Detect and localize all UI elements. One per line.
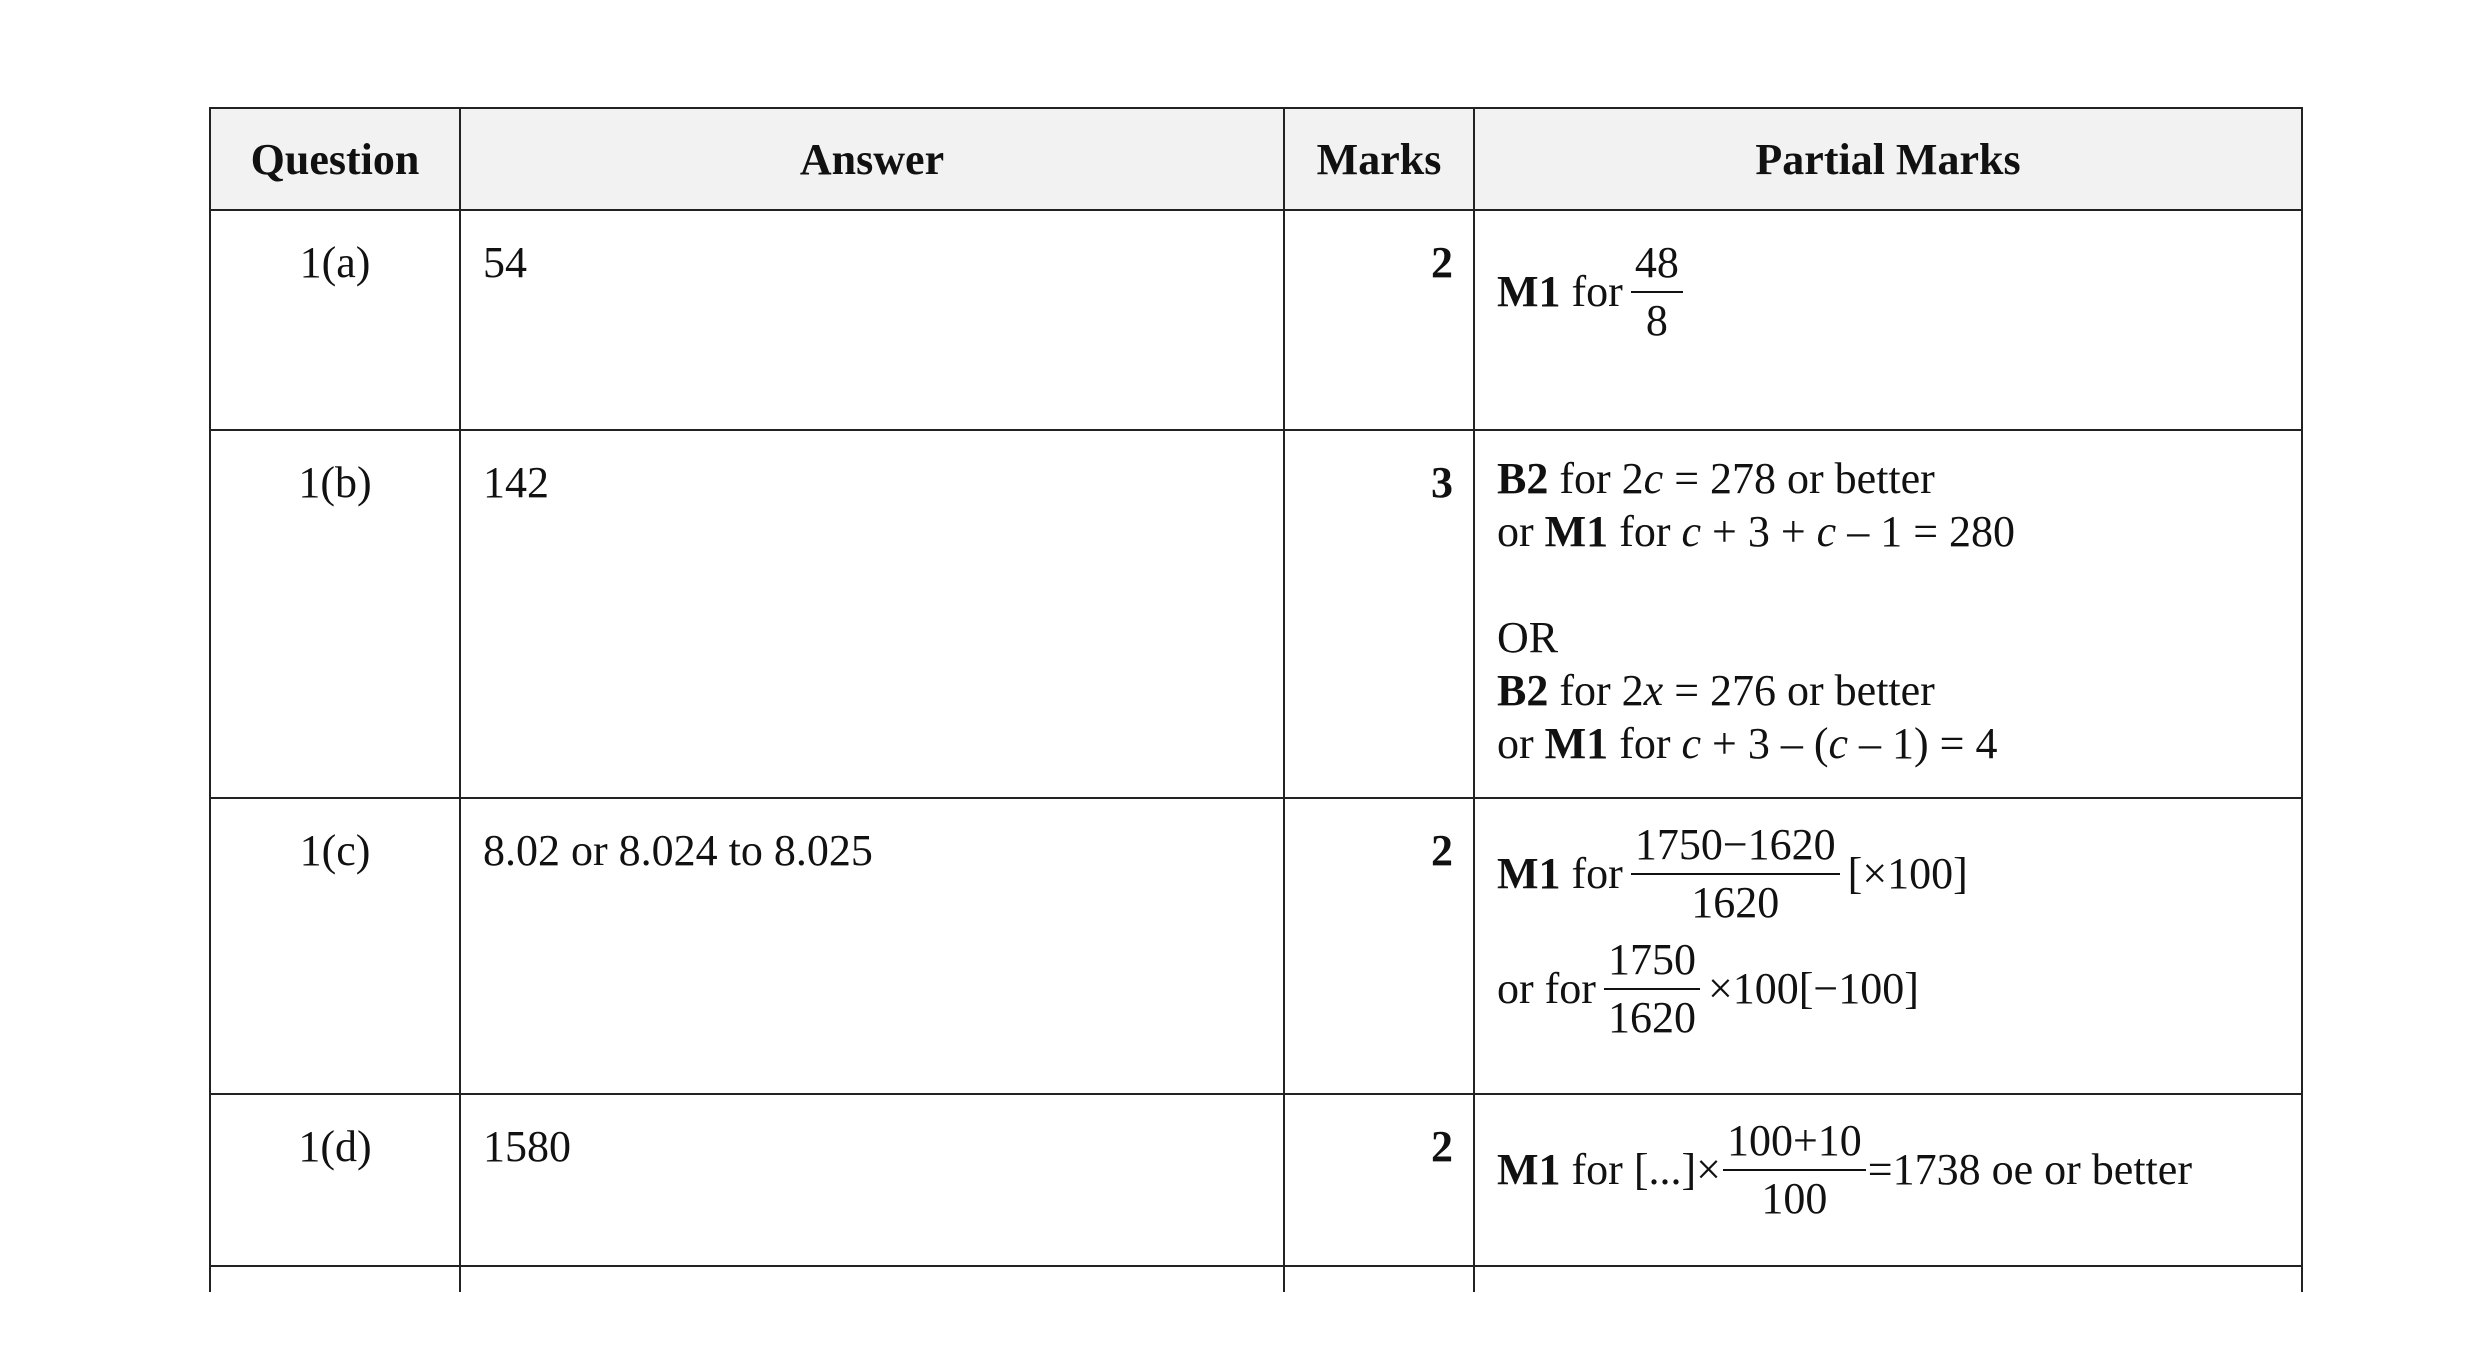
mark-code: M1 (1544, 719, 1609, 768)
text: – 1) = 4 (1848, 719, 1998, 768)
partial-marks-cell (1474, 1266, 2302, 1292)
text: for (1608, 507, 1682, 556)
partial-line (1497, 506, 2279, 559)
question-cell: 1(c) (210, 798, 460, 1094)
marks-cell: 2 (1284, 798, 1474, 1094)
variable: c (1828, 719, 1849, 768)
mark-code: B2 (1497, 666, 1549, 715)
text: [...]× (1633, 1144, 1721, 1194)
partial-line (1497, 1117, 2279, 1224)
marks-cell: 2 (1284, 1094, 1474, 1266)
answer-cell: 1580 (460, 1094, 1284, 1266)
variable: c (1643, 454, 1664, 503)
variable: c (1816, 507, 1837, 556)
table-row (210, 798, 2302, 1094)
marks-cell: 3 (1284, 430, 1474, 798)
text: – 1 = 280 (1836, 507, 2016, 556)
text: for 2 (1559, 666, 1644, 715)
text: for 2 (1559, 454, 1644, 503)
mark-code: B2 (1497, 454, 1549, 503)
or-separator: OR (1497, 613, 1559, 662)
for-text: for (1571, 1144, 1623, 1194)
header-answer: Answer (460, 108, 1284, 210)
text: =1738 (1867, 1144, 1981, 1194)
table-row (210, 1094, 2302, 1266)
mark-code: M1 (1544, 507, 1609, 556)
text: + 3 – ( (1701, 719, 1829, 768)
fraction-numerator: 1750 (1604, 936, 1700, 990)
mark-code: M1 (1497, 848, 1561, 898)
marks-cell: 2 (1284, 210, 1474, 430)
partial-line (1497, 821, 2279, 928)
variable: c (1681, 719, 1702, 768)
fraction-denominator: 1620 (1691, 878, 1780, 928)
question-cell (210, 1266, 460, 1292)
text: = 278 or better (1663, 454, 1935, 503)
partial-marks-cell (1474, 210, 2302, 430)
partial-line (1497, 718, 2279, 771)
table-row (210, 210, 2302, 430)
fraction (1631, 239, 1683, 346)
answer-cell: 54 (460, 210, 1284, 430)
answer-cell: 142 (460, 430, 1284, 798)
partial-line (1497, 665, 2279, 718)
text: or (1497, 719, 1545, 768)
or-for-text: or for (1497, 963, 1596, 1013)
fraction-denominator: 8 (1645, 296, 1668, 346)
text: oe or better (1991, 1144, 2192, 1194)
fraction (1604, 936, 1700, 1043)
text: ×100[−100] (1707, 963, 1919, 1013)
fraction (1631, 821, 1840, 928)
answer-cell (460, 1266, 1284, 1292)
spacer (1497, 559, 2279, 612)
fraction (1723, 1117, 1866, 1224)
header-marks: Marks (1284, 108, 1474, 210)
for-text: for (1571, 266, 1623, 316)
variable: c (1681, 507, 1702, 556)
text: [×100] (1847, 848, 1968, 898)
fraction-denominator: 100 (1761, 1174, 1828, 1224)
partial-marks-cell (1474, 1094, 2302, 1266)
fraction-numerator: 48 (1631, 239, 1683, 293)
text: + 3 + (1701, 507, 1817, 556)
mark-code: M1 (1497, 1144, 1561, 1194)
marks-cell (1284, 1266, 1474, 1292)
partial-line (1497, 453, 2279, 506)
partial-line (1497, 936, 2279, 1043)
text: or (1497, 507, 1545, 556)
partial-marks-cell (1474, 430, 2302, 798)
variable: x (1643, 666, 1664, 715)
table-header-row (210, 108, 2302, 210)
text: for (1608, 719, 1682, 768)
fraction-numerator: 100+10 (1723, 1117, 1866, 1171)
mark-code: M1 (1497, 266, 1561, 316)
fraction-denominator: 1620 (1607, 993, 1696, 1043)
mark-scheme-table (209, 107, 2303, 1292)
question-cell: 1(a) (210, 210, 460, 430)
table-row-cutoff (210, 1266, 2302, 1292)
question-cell: 1(d) (210, 1094, 460, 1266)
for-text: for (1571, 848, 1623, 898)
text: = 276 or better (1663, 666, 1935, 715)
question-cell: 1(b) (210, 430, 460, 798)
header-question: Question (210, 108, 460, 210)
partial-marks-cell (1474, 798, 2302, 1094)
table-row (210, 430, 2302, 798)
fraction-numerator: 1750−1620 (1631, 821, 1840, 875)
answer-cell: 8.02 or 8.024 to 8.025 (460, 798, 1284, 1094)
header-partial-marks: Partial Marks (1474, 108, 2302, 210)
